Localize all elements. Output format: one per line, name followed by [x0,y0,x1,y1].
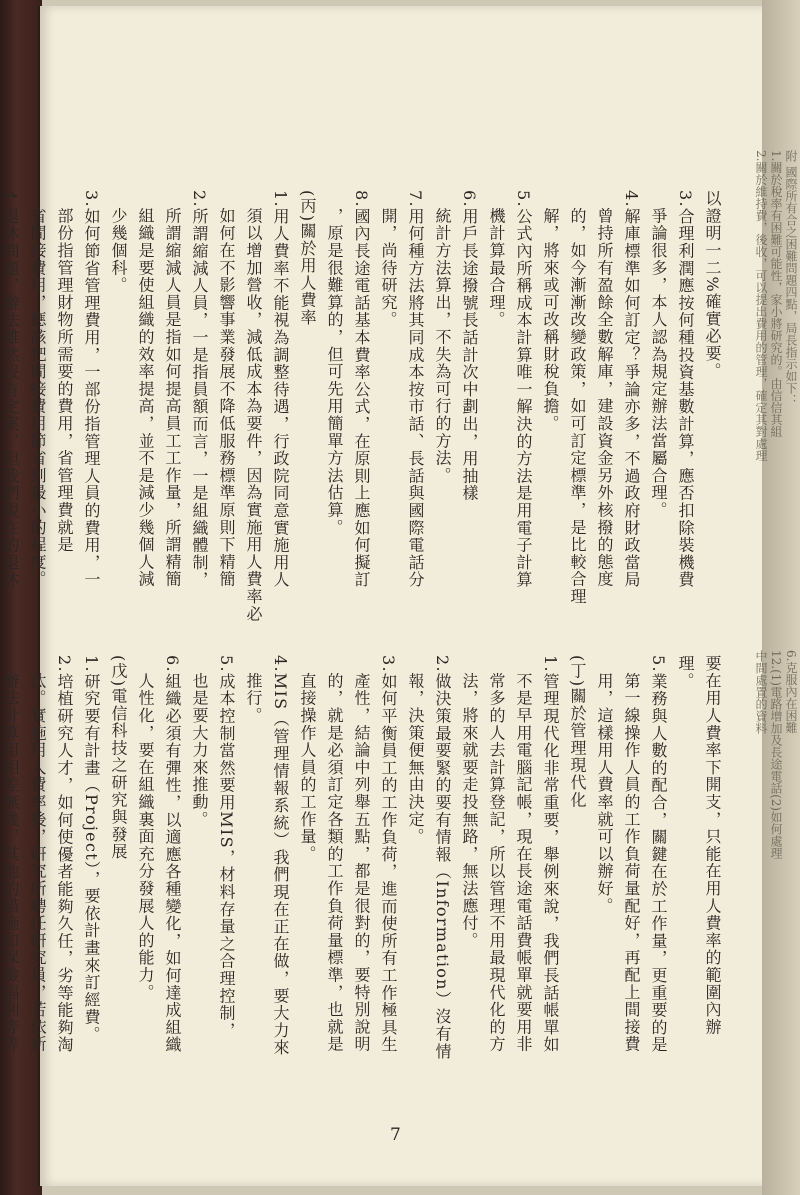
text-line: 開，尚待研究。 [379,190,398,329]
text-line: 8.國內長途電話基本費率公式，在原則上應如何擬訂 [352,190,371,589]
text-line: 法，將來就要走投無路，無法應付。 [460,655,479,950]
text-line: 4.MIS（管理情報系統）我們現在正在做，要大力來 [271,655,290,1057]
next-page-line: 12.(1)電路增加及長途電話(2)如何處理 [769,650,783,860]
text-line: 5.業務與人數的配合，關鍵在於工作量，更重要的是 [649,655,668,1054]
lower-text-block [1,655,726,1100]
text-line: 以證明一二%確實必要。 [703,190,722,380]
text-line: 少幾個科。 [109,190,128,294]
text-line: 2.培植研究人才，如何使優者能夠久任，劣等能夠淘 [55,655,74,1054]
text-line: 所謂縮減人員是指如何提高員工工作量，所謂精簡 [163,190,182,588]
page-number: 7 [390,1125,401,1145]
text-line: 部份指管理財物所需要的費用，省管理費就是 [55,190,74,554]
text-line: 的，如今漸漸改變政策，如可訂定標準，是比較合理 [568,190,587,606]
text-line: 常多的人去計算登記，所以管理不用最現代化的方 [487,655,506,1053]
text-line: 2.做決策最要緊的要有情報（Information）沒有情 [433,655,452,1060]
text-line: 6.組織必須有彈性，以適應各種變化，如何達成組織 [163,655,182,1054]
text-line: 也是要大力來推動。 [190,655,209,828]
text-line: 1.研究要有計畫（Project），要依計畫來訂經費。 [82,655,101,1044]
section-heading: (丙)關於用人費率 [298,190,317,327]
upper-text-block [1,190,726,635]
text-line: 人性化，要在組織裏面充分發展人的能力。 [136,655,155,1001]
section-heading: (丁)關於管理現代化 [568,655,587,809]
text-line: 機計算最合理。 [487,190,506,329]
text-line: 2.所謂縮減人員，一是指員額而言，一是組織體制， [190,190,209,589]
text-line: 4.退休問題，辦法雖然沒有定案，但我們現在的退休 [1,190,20,589]
text-line: 3.如何平衡員工的工作負荷，進而使所有工作極具生 [379,655,398,1054]
next-page-line: 中間處置的資料 [754,650,768,734]
text-line: 產性，結論中列舉五點，都是很對的，要特別說明 [352,655,371,1053]
next-page-line: 6.克服內在困難 [784,650,798,734]
text-line: 3.合理利潤應按何種投資基數計算，應否扣除裝機費 [676,190,695,589]
text-line: 汰。實施用人費率後，研究所聘任研究員，若依新 [28,655,47,1053]
text-line: 如何在不影響事業發展不降低服務標準原則下精簡 [217,190,236,588]
text-line: 3.如何節省管理費用，一部份指管理人員的費用，一 [82,190,101,589]
next-page-line: 2.關於維持費，後收，可以提出費用的管理，確定其對處理 [754,150,768,462]
text-line: 第一線操作人員的工作負荷量配好，再配上間接費 [622,655,641,1053]
next-page-line: 1.關於稅率有困難可能性，家小將研究的。由信信其組 [769,150,783,438]
text-line: 組織是要使組織的效率提高，並不是減少幾個人減 [136,190,155,588]
text-line: 7.用何種方法將其同成本按市話、長話與國際電話分 [406,190,425,589]
text-line: 用，這樣用人費率就可以辦好。 [595,655,614,915]
text-line: 須以增加營收，減低成本為要件，因為實施用人費率必 [244,190,263,623]
text-line: 解，將來或可改稱財稅負擔。 [541,190,560,433]
text-line: 不是早用電腦記帳，現在長途電話費帳單就要用非 [514,655,533,1053]
text-line: 辦法計算用相差無幾，其他的措施如保險福利等等 [1,655,20,1053]
text-line: 要在用人費率下開支，只能在用人費率的範圍內辦 [703,655,722,1036]
section-heading: (戊)電信科技之研究與發展 [109,655,128,861]
text-line: 曾持所有盈餘全數解庫，建設資金另外核撥的態度 [595,190,614,588]
next-page-edge [754,0,800,1195]
text-line: 推行。 [244,655,263,725]
text-line: 省間接費用，應該把間接費用節省到最小的程度。 [28,190,47,588]
text-line: 1.用人費率不能視為調整待遇，行政院同意實施用人 [271,190,290,589]
next-page-line: 附 國際所有合之困難問題四點，局長指示如下： [784,150,798,406]
text-line: 的，就是必須訂定各類的工作負荷量標準，也就是 [325,655,344,1053]
text-line: 6.用戶長途撥號長話計次中劃出，用抽樣 [460,190,479,502]
text-line: 爭論很多，本人認為規定辦法當屬合理。 [649,190,668,519]
text-line: 理。 [676,655,695,690]
text-line: ，原是很難算的，但可先用簡單方法估算。 [325,190,344,536]
text-line: 報，決策便無由決定。 [406,655,425,846]
text-line: 5.成本控制當然要用MIS，材料存量之合理控制， [217,655,236,1040]
text-line: 4.解庫標準如何訂定？爭論亦多，不過政府財政當局 [622,190,641,589]
text-line: 5.公式內所稱成本計算唯一解決的方法是用電子計算 [514,190,533,589]
text-line: 統計方法算出，不失為可行的方法。 [433,190,452,485]
text-line: 直接操作人員的工作量。 [298,655,317,863]
text-line: 1.管理現代化非常重要，舉例來說，我們長話帳單如 [541,655,560,1054]
